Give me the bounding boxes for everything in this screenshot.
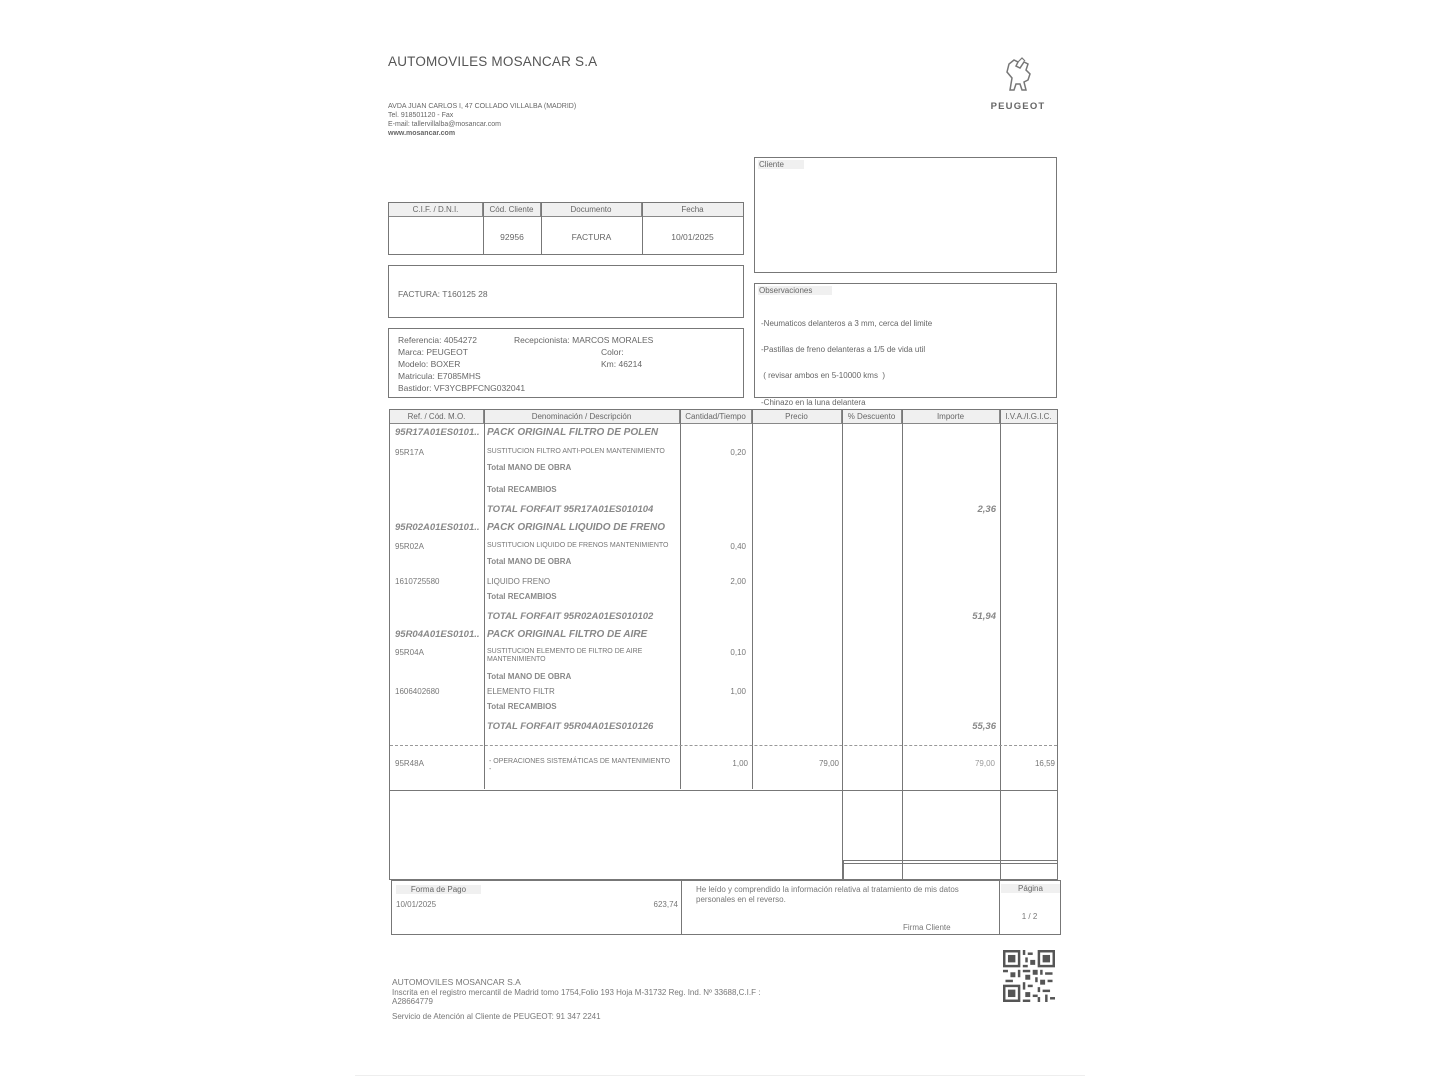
row-description: ELEMENTO FILTR — [487, 687, 555, 696]
items-col-vat: I.V.A./I.G.I.C. — [1000, 410, 1057, 423]
row-ref: 95R17A — [395, 448, 424, 457]
header-col-cif: C.I.F. / D.N.I. — [389, 203, 483, 216]
items-col-description: Denominación / Descripción — [484, 410, 680, 423]
extra-row-price: 79,00 — [818, 759, 839, 768]
extra-row-amount: 79,00 — [974, 759, 995, 768]
observations-label: Observaciones — [758, 286, 832, 295]
page-label: Página — [1001, 884, 1060, 893]
row-description: PACK ORIGINAL FILTRO DE AIRE — [487, 629, 648, 640]
items-table — [389, 409, 1058, 880]
row-description: Total RECAMBIOS — [487, 485, 557, 494]
items-col-amount: Importe — [902, 410, 1000, 423]
extra-row-ref: 95R48A — [395, 759, 424, 768]
footer-registry: Inscrita en el registro mercantil de Madrid tomo 1754,Folio 193 Hoja M-31732 Reg. Ind. Nº 33688,C.I.F : — [392, 988, 761, 997]
row-description: Total MANO DE OBRA — [487, 463, 572, 472]
extra-row-vat: 16,59 — [1034, 759, 1055, 768]
company-phone: Tel. 918501120 - Fax — [388, 112, 454, 119]
signature-label: Firma Cliente — [903, 923, 951, 932]
payment-box — [391, 880, 1061, 935]
row-ref: 95R04A — [395, 648, 424, 657]
vehicle-color: Color: — [601, 347, 624, 357]
vehicle-reference: Referencia: 4054272 — [398, 335, 477, 345]
vehicle-plate: Matricula: E7085MHS — [398, 371, 481, 381]
header-col-client-code: Cód. Cliente — [483, 203, 541, 216]
items-col-ref: Ref. / Cód. M.O. — [390, 410, 484, 423]
qr-code-icon — [1003, 950, 1055, 1002]
privacy-notice: He leído y comprendido la información relativa al tratamiento de mis datos personales en el reverso. — [696, 885, 959, 904]
extra-row-description: - OPERACIONES SISTEMÁTICAS DE MANTENIMIENTO — [489, 758, 671, 765]
row-ref: 95R17A01ES0101.. — [395, 427, 480, 438]
brand-name: PEUGEOT — [990, 101, 1046, 112]
row-quantity: 0,20 — [730, 448, 746, 457]
footer-company: AUTOMOVILES MOSANCAR S.A — [392, 977, 521, 987]
row-description: SUSTITUCION ELEMENTO DE FILTRO DE AIRE — [487, 648, 643, 655]
row-description: LIQUIDO FRENO — [487, 577, 551, 586]
invoice-number: FACTURA: T160125 28 — [398, 289, 488, 299]
row-description-2: MANTENIMIENTO — [487, 656, 546, 663]
row-description: SUSTITUCION FILTRO ANTI-POLEN MANTENIMIENTO — [487, 448, 665, 455]
row-ref: 95R02A01ES0101.. — [395, 522, 480, 533]
row-description: PACK ORIGINAL LIQUIDO DE FRENO — [487, 522, 665, 533]
vehicle-make: Marca: PEUGEOT — [398, 347, 468, 357]
row-quantity: 1,00 — [730, 687, 746, 696]
row-description: TOTAL FORFAIT 95R04A01ES010126 — [487, 721, 654, 732]
observation-line: ( revisar ambos en 5-10000 kms ) — [761, 371, 886, 381]
payment-date: 10/01/2025 — [396, 900, 437, 909]
invoice-number-box — [388, 265, 744, 318]
row-quantity: 0,10 — [730, 648, 746, 657]
footer-service: Servicio de Atención al Cliente de PEUGEOT: 91 347 2241 — [392, 1012, 601, 1021]
row-amount: 51,94 — [972, 611, 996, 622]
extra-row-quantity: 1,00 — [732, 759, 748, 768]
vehicle-model: Modelo: BOXER — [398, 359, 461, 369]
row-description: Total RECAMBIOS — [487, 592, 557, 601]
header-table — [388, 202, 744, 255]
vehicle-vin: Bastidor: VF3YCBPFCNG032041 — [398, 383, 526, 393]
client-box — [754, 157, 1057, 273]
client-code-value: 92956 — [500, 232, 524, 242]
section-divider — [390, 745, 1057, 746]
observation-line: -Pastillas de freno delanteras a 1/5 de vida util — [761, 344, 926, 354]
page-number: 1 / 2 — [1021, 912, 1038, 921]
observation-line: -Neumaticos delanteros a 3 mm, cerca del limite — [761, 318, 933, 328]
row-quantity: 2,00 — [730, 577, 746, 586]
items-col-quantity: Cantidad/Tiempo — [680, 410, 752, 423]
footer-cif: A28664779 — [392, 997, 433, 1006]
row-description: Total RECAMBIOS — [487, 702, 557, 711]
company-email: E-mail: tallervillalba@mosancar.com — [388, 121, 501, 128]
vehicle-box — [388, 328, 744, 398]
row-ref: 95R02A — [395, 542, 424, 551]
date-value: 10/01/2025 — [671, 232, 714, 242]
company-website: www.mosancar.com — [388, 130, 456, 137]
items-col-discount: % Descuento — [842, 410, 902, 423]
header-col-date: Fecha — [642, 203, 743, 216]
row-ref: 1606402680 — [395, 687, 440, 696]
row-amount: 55,36 — [972, 721, 996, 732]
items-col-price: Precio — [752, 410, 842, 423]
lion-icon — [998, 56, 1038, 94]
row-description: TOTAL FORFAIT 95R02A01ES010102 — [487, 611, 654, 622]
company-address: AVDA JUAN CARLOS I, 47 COLLADO VILLALBA (MADRID) — [388, 103, 577, 110]
row-ref: 95R04A01ES0101.. — [395, 629, 480, 640]
company-name: AUTOMOVILES MOSANCAR S.A — [388, 54, 598, 69]
observation-line: -Chinazo en la luna delantera — [761, 397, 866, 407]
row-description: SUSTITUCION LIQUIDO DE FRENOS MANTENIMIENTO — [487, 542, 669, 549]
client-label: Cliente — [758, 160, 804, 169]
row-ref: 1610725580 — [395, 577, 440, 586]
row-description: Total MANO DE OBRA — [487, 672, 572, 681]
payment-amount: 623,74 — [653, 900, 678, 909]
extra-row-description-2: - — [489, 766, 492, 773]
row-quantity: 0,40 — [730, 542, 746, 551]
company-address-block — [388, 102, 576, 138]
header-col-document: Documento — [541, 203, 642, 216]
row-description: Total MANO DE OBRA — [487, 557, 572, 566]
peugeot-logo — [978, 56, 1058, 112]
row-description: TOTAL FORFAIT 95R17A01ES010104 — [487, 504, 654, 515]
observations-box — [754, 283, 1057, 407]
vehicle-km: Km: 46214 — [601, 359, 643, 369]
payment-method-label: Forma de Pago — [396, 885, 481, 894]
vehicle-receptionist: Recepcionista: MARCOS MORALES — [514, 335, 654, 345]
document-value: FACTURA — [571, 232, 612, 242]
observations-text — [761, 302, 932, 425]
row-description: PACK ORIGINAL FILTRO DE POLEN — [487, 427, 659, 438]
row-amount: 2,36 — [977, 504, 996, 515]
